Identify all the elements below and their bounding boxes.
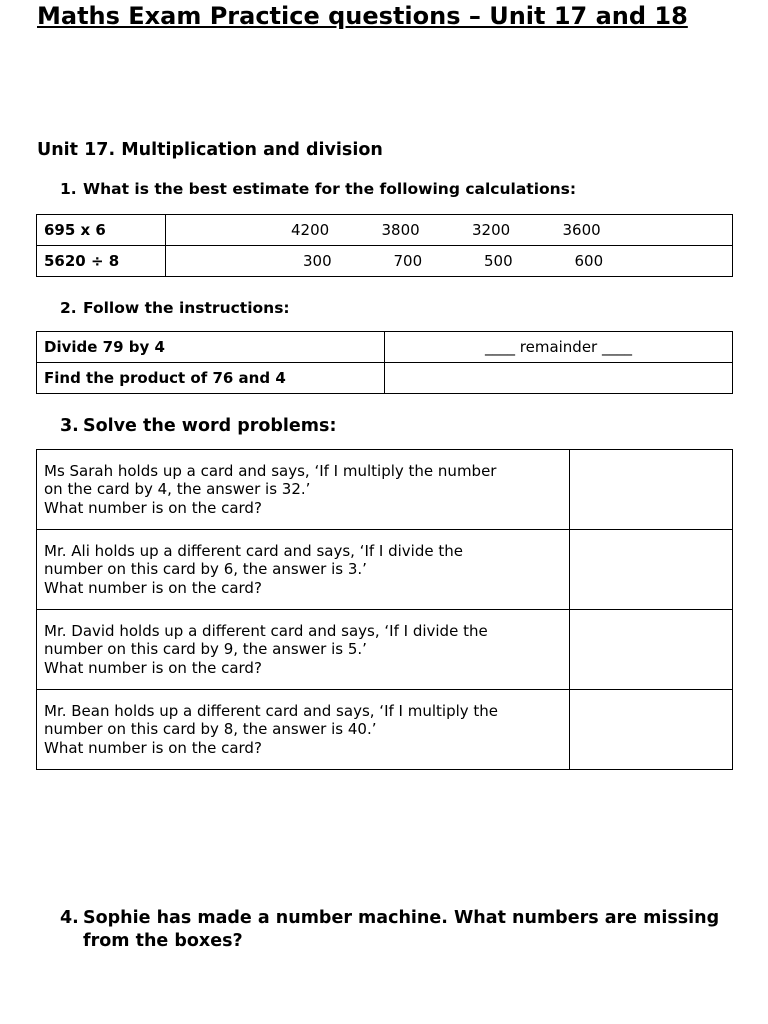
problem-line: Mr. Ali holds up a different card and says, ‘If I divide the [44,541,463,560]
answer-cell[interactable] [385,363,733,394]
instruction-cell: Divide 79 by 4 [37,332,385,363]
problem-line: What number is on the card? [44,498,262,517]
estimate-table [36,214,733,277]
estimate-option[interactable]: 3200 [472,221,511,239]
estimate-option[interactable]: 500 [484,252,513,270]
table-row [37,530,733,610]
problem-line: number on this card by 9, the answer is 5.’ [44,640,367,659]
estimate-option[interactable]: 300 [303,252,332,270]
estimate-option[interactable]: 3800 [381,221,420,239]
question-text: Solve the word problems: [83,416,337,436]
problem-line: What number is on the card? [44,578,262,597]
problem-line: Mr. David holds up a different card and says, ‘If I divide the [44,621,488,640]
question-number: 3. [60,416,79,436]
instruction-cell: Find the product of 76 and 4 [37,363,385,394]
table-row [37,690,733,770]
calculation-cell: 695 x 6 [37,215,166,246]
options-cell [166,246,733,277]
question-text: What is the best estimate for the following calculations: [83,180,577,198]
table-row [37,332,733,363]
calculation-cell: 5620 ÷ 8 [37,246,166,277]
answer-cell[interactable]: ____ remainder ____ [385,332,733,363]
instructions-table [36,331,733,394]
answer-box[interactable] [570,610,733,690]
word-problem-cell [37,450,570,530]
problem-line: number on this card by 8, the answer is 40.’ [44,720,377,739]
estimate-option[interactable]: 700 [393,252,423,270]
question-number: 1. [60,180,77,198]
table-row [37,246,733,277]
problem-line: Mr. Bean holds up a different card and says, ‘If I multiply the [44,701,499,720]
table-row [37,215,733,246]
question-text: Sophie has made a number machine. What numbers are missing from the boxes? [83,908,720,951]
unit-heading: Unit 17. Multiplication and division [37,140,383,160]
problem-line: What number is on the card? [44,738,262,757]
word-problems-table [36,449,733,770]
question-3-prompt [60,416,336,436]
word-problem-cell [37,690,570,770]
options-cell [166,215,733,246]
table-row [37,610,733,690]
table-row [37,450,733,530]
estimate-option[interactable]: 600 [574,252,604,270]
question-2-prompt [60,299,290,317]
answer-box[interactable] [570,690,733,770]
word-problem-cell [37,610,570,690]
question-number: 2. [60,299,77,317]
problem-line: on the card by 4, the answer is 32.’ [44,480,311,499]
table-row [37,363,733,394]
question-1-prompt [60,180,576,198]
word-problem-cell [37,530,570,610]
question-number: 4. [60,908,79,928]
page-title: Maths Exam Practice questions – Unit 17 and 18 [37,2,688,30]
problem-line: number on this card by 6, the answer is 3.’ [44,560,367,579]
estimate-option[interactable]: 4200 [291,221,330,239]
problem-line: Ms Sarah holds up a card and says, ‘If I multiply the number [44,461,497,480]
answer-box[interactable] [570,450,733,530]
question-4-prompt [60,907,720,953]
answer-box[interactable] [570,530,733,610]
question-text: Follow the instructions: [83,299,290,317]
problem-line: What number is on the card? [44,658,262,677]
estimate-option[interactable]: 3600 [562,221,601,239]
